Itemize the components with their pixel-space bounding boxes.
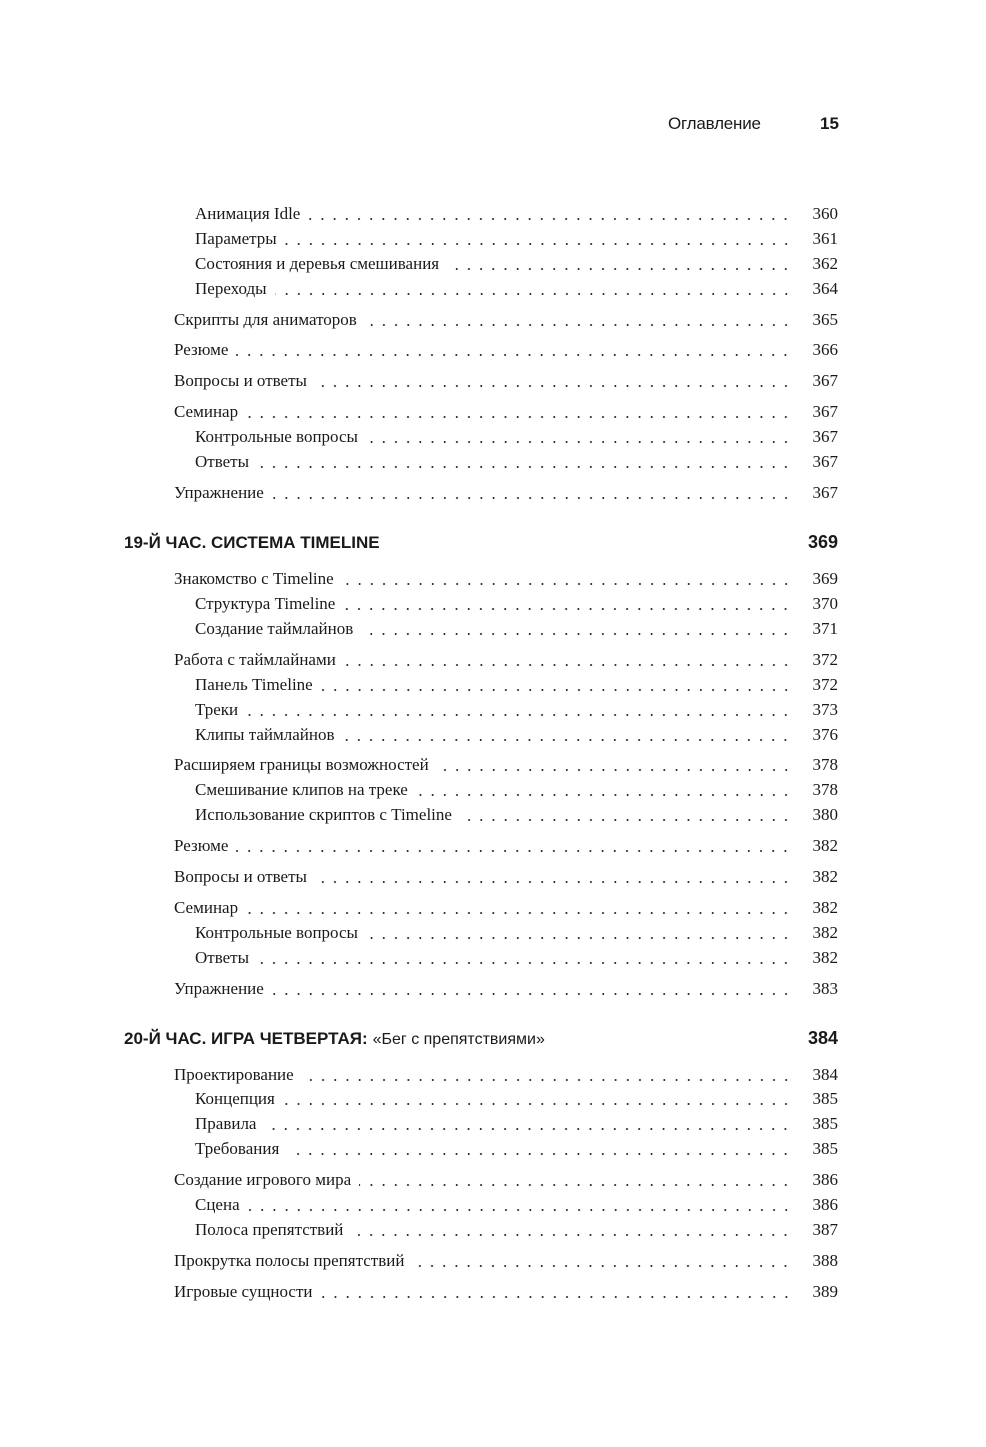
entry-title: Скрипты для аниматоров [174,310,357,329]
entry-title: Знакомство с Timeline [174,569,334,588]
toc-section [174,400,838,424]
toc-section [174,753,838,777]
dot-leader [321,689,792,691]
entry-title: Сцена [195,1195,240,1214]
dot-leader [264,1128,792,1130]
entry-page: 370 [812,594,838,613]
entry-page: 389 [812,1282,838,1301]
toc-subsection [195,1087,838,1111]
entry-title: Треки [195,700,239,719]
toc-subsection [195,277,838,301]
entry-page: 387 [812,1220,838,1239]
entry-title: Использование скриптов с Timeline [195,805,452,824]
entry-title: Ответы [195,948,250,967]
entry-title: Смешивание клипов на треке [195,780,408,799]
dot-leader [246,416,792,418]
entry-title: Вопросы и ответы [174,371,307,390]
entry-title: Резюме [174,340,229,359]
dot-leader [302,1079,792,1081]
toc-section [174,338,838,362]
entry-page: 371 [812,619,838,638]
chapter-title: 20-Й ЧАС. ИГРА ЧЕТВЕРТАЯ: [124,1029,368,1048]
entry-page: 362 [812,254,838,273]
entry-page: 360 [812,204,838,223]
entry-page: 385 [812,1089,838,1108]
entry-page: 388 [812,1251,838,1270]
entry-page: 386 [812,1170,838,1189]
dot-leader [351,1234,792,1236]
toc-section [174,1168,838,1192]
dot-leader [236,354,792,356]
entry-page: 373 [812,700,838,719]
entry-page: 385 [812,1139,838,1158]
entry-title: Анимация Idle [195,204,301,223]
toc-section [174,1280,838,1304]
dot-leader [366,937,792,939]
entry-page: 384 [812,1065,838,1084]
dot-leader [315,385,792,387]
toc-subsection [195,252,838,276]
toc-section [174,567,838,591]
toc-subsection [195,227,838,251]
entry-title: Параметры [195,229,277,248]
chapter-title: 19-Й ЧАС. СИСТЕМА TIMELINE [124,533,380,552]
chapter-page: 369 [807,532,838,552]
toc-subsection [195,425,838,449]
entry-title: Создание таймлайнов [195,619,354,638]
dot-leader [287,1153,792,1155]
dot-leader [344,664,792,666]
chapter-heading [124,1026,838,1052]
entry-title: Проектирование [174,1065,294,1084]
dot-leader [437,769,792,771]
toc-subsection [195,946,838,970]
chapter-heading [124,530,838,555]
dot-leader [257,466,792,468]
entry-title: Прокрутка полосы препятствий [174,1251,405,1270]
toc-subsection [195,450,838,474]
toc-subsection [195,592,838,616]
dot-leader [412,1265,792,1267]
dot-leader [283,1103,792,1105]
dot-leader [236,850,792,852]
toc-section [174,369,838,393]
entry-page: 382 [812,923,838,942]
entry-page: 378 [812,780,838,799]
entry-title: Требования [195,1139,280,1158]
dot-leader [447,268,792,270]
entry-title: Состояния и деревья смешивания [195,254,440,273]
dot-leader [308,218,792,220]
entry-title: Создание игрового мира [174,1170,352,1189]
toc-subsection [195,673,838,697]
chapter-subtitle: «Бег с препятствиями» [372,1031,545,1048]
entry-title: Игровые сущности [174,1282,313,1301]
entry-title: Контрольные вопросы [195,427,358,446]
entry-title: Ответы [195,452,250,471]
entry-title: Работа с таймлайнами [174,650,336,669]
dot-leader [361,633,792,635]
entry-page: 365 [812,310,838,329]
entry-page: 382 [812,867,838,886]
entry-title: Структура Timeline [195,594,336,613]
running-header-title: Оглавление [668,114,761,133]
toc-subsection [195,723,838,747]
entry-title: Упражнение [174,979,264,998]
dot-leader [246,714,792,716]
entry-title: Вопросы и ответы [174,867,307,886]
entry-title: Концепция [195,1089,275,1108]
toc-subsection [195,1193,838,1217]
dot-leader [246,912,792,914]
toc-subsection [195,698,838,722]
chapter-page: 384 [807,1028,838,1048]
dot-leader [272,497,792,499]
dot-leader [366,441,792,443]
entry-page: 364 [812,279,838,298]
toc-subsection [195,921,838,945]
entry-page: 376 [812,725,838,744]
toc-section [174,481,838,505]
entry-title: Семинар [174,898,239,917]
entry-page: 385 [812,1114,838,1133]
entry-title: Правила [195,1114,257,1133]
entry-title: Переходы [195,279,267,298]
dot-leader [460,819,792,821]
dot-leader [342,739,792,741]
toc-subsection [195,1112,838,1136]
toc-section [174,865,838,889]
dot-leader [275,293,792,295]
dot-leader [343,608,792,610]
dot-leader [416,794,792,796]
entry-title: Полоса препятствий [195,1220,344,1239]
entry-page: 367 [812,402,838,421]
dot-leader [365,324,792,326]
entry-page: 369 [812,569,838,588]
entry-title: Резюме [174,836,229,855]
entry-page: 382 [812,898,838,917]
toc-subsection [195,1137,838,1161]
dot-leader [359,1184,792,1186]
entry-page: 380 [812,805,838,824]
entry-page: 366 [812,340,838,359]
toc-subsection [195,1218,838,1242]
dot-leader [248,1209,792,1211]
toc-subsection [195,617,838,641]
toc-section [174,896,838,920]
entry-page: 361 [812,229,838,248]
entry-title: Панель Timeline [195,675,313,694]
dot-leader [272,993,792,995]
entry-page: 382 [812,836,838,855]
toc-section [174,648,838,672]
entry-page: 367 [812,427,838,446]
entry-page: 382 [812,948,838,967]
entry-title: Упражнение [174,483,264,502]
toc-section [174,1063,838,1087]
entry-page: 367 [812,483,838,502]
entry-page: 372 [812,675,838,694]
dot-leader [342,583,792,585]
entry-title: Клипы таймлайнов [195,725,335,744]
toc-section [174,977,838,1001]
entry-title: Расширяем границы возможностей [174,755,429,774]
entry-page: 372 [812,650,838,669]
entry-page: 378 [812,755,838,774]
page-number: 15 [820,114,839,133]
toc-subsection [195,803,838,827]
dot-leader [315,881,792,883]
entry-page: 367 [812,452,838,471]
toc-section [174,834,838,858]
toc-section [174,1249,838,1273]
entry-page: 367 [812,371,838,390]
entry-page: 386 [812,1195,838,1214]
entry-title: Контрольные вопросы [195,923,358,942]
dot-leader [285,243,792,245]
entry-title: Семинар [174,402,239,421]
toc-subsection [195,778,838,802]
toc-section [174,308,838,332]
dot-leader [257,962,792,964]
dot-leader [321,1296,793,1298]
toc-subsection [195,202,838,226]
entry-page: 383 [812,979,838,998]
